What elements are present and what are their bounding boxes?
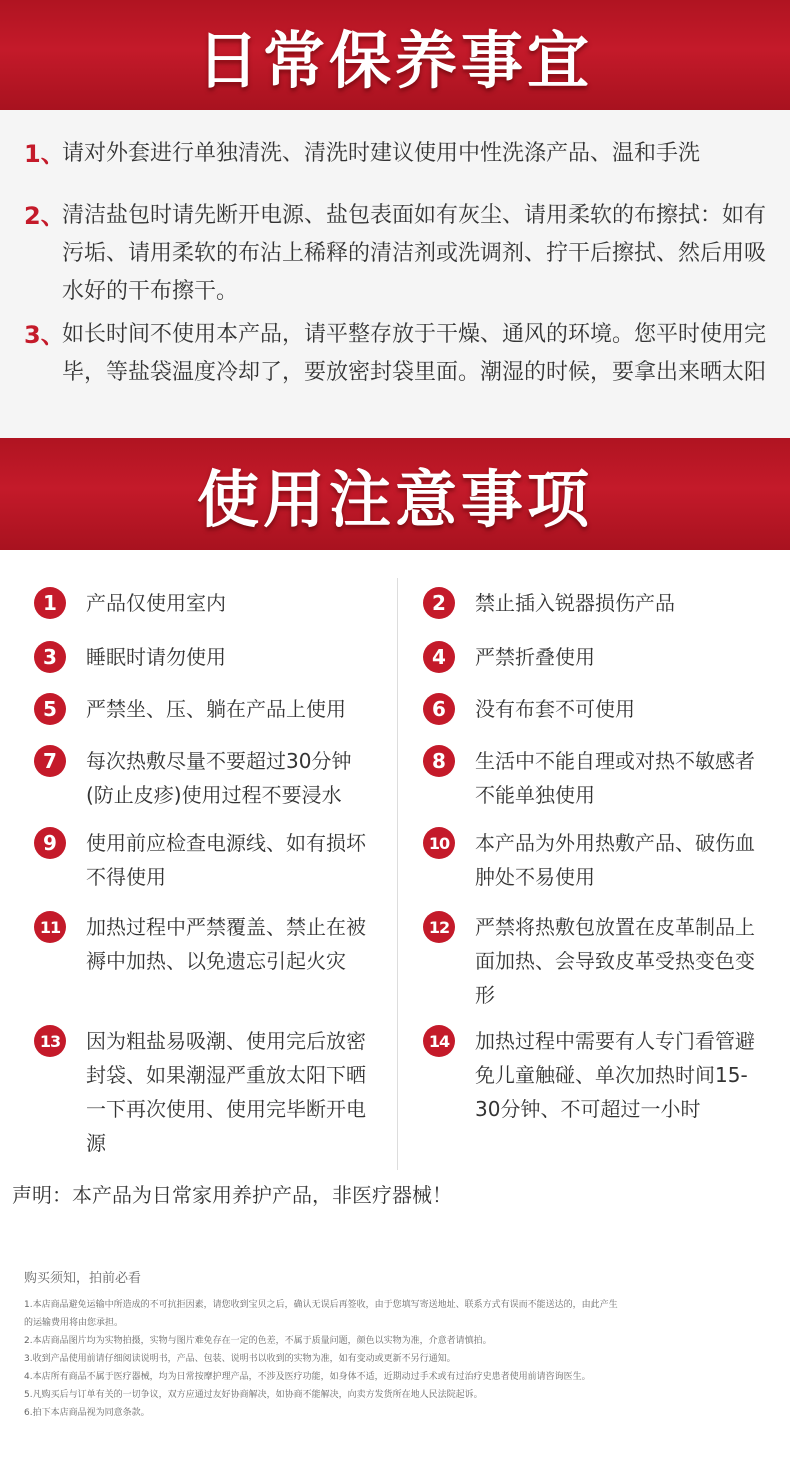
purchase-notice-line: 5.凡购买后与订单有关的一切争议，双方应通过友好协商解决，如协商不能解决，向卖方发货所在地人民法院起诉。 bbox=[24, 1390, 483, 1400]
care-item-text: 清洁盐包时请先断开电源、盐包表面如有灰尘、请用柔软的布擦拭：如有污垢、请用柔软的布沾上稀释的清洁剂或洗调剂、拧干后擦拭、然后用吸水好的干布擦干。 bbox=[62, 203, 767, 304]
disclaimer: 声明：本产品为日常家用养护产品，非医疗器械！ bbox=[12, 1183, 452, 1207]
care-item-text: 请对外套进行单独清洗、清洗时建议使用中性洗涤产品、温和手洗 bbox=[62, 141, 701, 166]
note-item bbox=[34, 827, 378, 894]
note-text: 没有布套不可使用 bbox=[475, 697, 635, 721]
care-banner bbox=[0, 0, 790, 110]
column-divider bbox=[397, 578, 398, 1170]
number-2-icon: 2 bbox=[423, 587, 455, 619]
note-text: 本产品为外用热敷产品、破伤血肿处不易使用 bbox=[475, 831, 755, 889]
purchase-notice-line: 1.本店商品避免运输中所造成的不可抗拒因素，请您收到宝贝之后，确认无误后再签收，由于您填写寄送地址、联系方式有误而不能送达的，由此产生 bbox=[24, 1300, 618, 1310]
care-title: 日常保养事宜 bbox=[196, 23, 593, 97]
number-11-icon: 11 bbox=[34, 911, 66, 943]
note-item bbox=[423, 827, 765, 894]
purchase-notice-line: 6.拍下本店商品视为同意条款。 bbox=[24, 1408, 150, 1418]
note-text: 严禁将热敷包放置在皮革制品上面加热、会导致皮革受热变色变形 bbox=[475, 915, 755, 1007]
note-text: 使用前应检查电源线、如有损坏不得使用 bbox=[86, 831, 366, 889]
note-item bbox=[423, 745, 765, 812]
note-text: 睡眠时请勿使用 bbox=[86, 645, 226, 669]
number-12-icon: 12 bbox=[423, 911, 455, 943]
note-item bbox=[34, 693, 378, 726]
number-5-icon: 5 bbox=[34, 693, 66, 725]
number-3-icon: 3 bbox=[34, 641, 66, 673]
care-item bbox=[24, 197, 774, 311]
number-13-icon: 13 bbox=[34, 1025, 66, 1057]
note-text: 加热过程中需要有人专门看管避免儿童触碰、单次加热时间15-30分钟、不可超过一小时 bbox=[475, 1029, 755, 1121]
note-text: 生活中不能自理或对热不敏感者不能单独使用 bbox=[475, 749, 755, 807]
care-item-text: 如长时间不使用本产品，请平整存放于干燥、通风的环境。您平时使用完毕，等盐袋温度冷却了，要放密封袋里面。潮湿的时候，要拿出来晒太阳 bbox=[62, 322, 767, 385]
care-item bbox=[24, 316, 774, 392]
note-text: 禁止插入锐器损伤产品 bbox=[475, 591, 675, 615]
number-8-icon: 8 bbox=[423, 745, 455, 777]
note-text: 加热过程中严禁覆盖、禁止在被褥中加热、以免遗忘引起火灾 bbox=[86, 915, 366, 973]
care-item bbox=[24, 135, 774, 173]
note-item bbox=[423, 1025, 765, 1126]
note-item bbox=[34, 1025, 378, 1160]
care-item-number: 2、 bbox=[24, 202, 65, 230]
note-text: 严禁折叠使用 bbox=[475, 645, 595, 669]
note-item bbox=[34, 587, 378, 620]
notes-title: 使用注意事项 bbox=[196, 462, 593, 536]
number-4-icon: 4 bbox=[423, 641, 455, 673]
note-text: 严禁坐、压、躺在产品上使用 bbox=[86, 697, 346, 721]
purchase-notice-line: 的运输费用将由您承担。 bbox=[24, 1318, 124, 1328]
number-14-icon: 14 bbox=[423, 1025, 455, 1057]
note-item bbox=[423, 911, 765, 1012]
note-text: 每次热敷尽量不要超过30分钟(防止皮疹)使用过程不要浸水 bbox=[86, 749, 352, 807]
note-text: 产品仅使用室内 bbox=[86, 591, 226, 615]
note-item bbox=[423, 641, 765, 674]
note-item bbox=[34, 911, 378, 978]
number-10-icon: 10 bbox=[423, 827, 455, 859]
purchase-notice-title: 购买须知，拍前必看 bbox=[24, 1271, 142, 1286]
care-section bbox=[0, 110, 790, 438]
purchase-notice bbox=[24, 1270, 774, 1422]
note-item bbox=[34, 745, 378, 812]
note-item bbox=[423, 693, 765, 726]
note-item bbox=[423, 587, 765, 620]
number-9-icon: 9 bbox=[34, 827, 66, 859]
number-1-icon: 1 bbox=[34, 587, 66, 619]
notes-banner bbox=[0, 438, 790, 550]
care-item-number: 3、 bbox=[24, 321, 65, 349]
number-7-icon: 7 bbox=[34, 745, 66, 777]
purchase-notice-line: 2.本店商品图片均为实物拍摄，实物与图片难免存在一定的色差，不属于质量问题，颜色以实物为准，介意者请慎拍。 bbox=[24, 1336, 492, 1346]
care-item-number: 1、 bbox=[24, 140, 65, 168]
purchase-notice-line: 4.本店所有商品不属于医疗器械，均为日常按摩护理产品，不涉及医疗功能，如身体不适，近期动过手术或有过治疗史患者使用前请咨询医生。 bbox=[24, 1372, 591, 1382]
note-text: 因为粗盐易吸潮、使用完后放密封袋、如果潮湿严重放太阳下晒一下再次使用、使用完毕断开电源 bbox=[86, 1029, 366, 1155]
purchase-notice-line: 3.收到产品使用前请仔细阅读说明书，产品、包装、说明书以收到的实物为准，如有变动或更新不另行通知。 bbox=[24, 1354, 456, 1364]
number-6-icon: 6 bbox=[423, 693, 455, 725]
note-item bbox=[34, 641, 378, 674]
